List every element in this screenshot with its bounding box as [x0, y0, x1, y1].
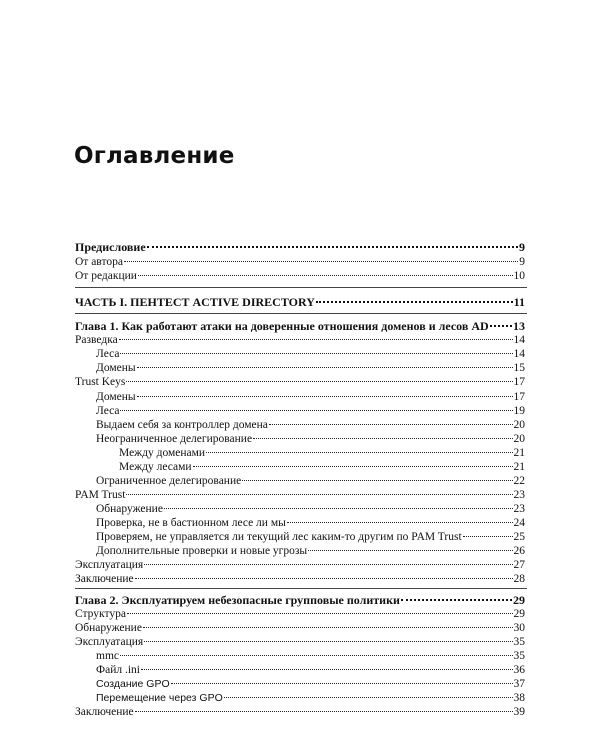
toc-entry-pam-managed-check[interactable]	[96, 530, 525, 544]
toc-entry-page: 36	[513, 664, 525, 676]
toc-entry-label: Обнаружение	[96, 503, 163, 515]
toc-entry-page: 25	[513, 531, 525, 543]
dot-leader	[463, 536, 513, 537]
toc-entry-gpo-creation[interactable]	[96, 677, 525, 691]
toc-entry-discovery[interactable]	[75, 621, 525, 635]
toc-entry-label: Между доменами	[119, 447, 206, 459]
toc-entry-mmc[interactable]	[96, 649, 525, 663]
toc-entry-label: Заключение	[75, 573, 134, 585]
toc-entry-constrained-delegation[interactable]	[96, 474, 525, 488]
toc-entry-between-forests[interactable]	[119, 460, 525, 474]
toc-entry-conclusion[interactable]	[75, 572, 525, 586]
toc-entry-page: 35	[513, 650, 525, 662]
toc-entry-page: 17	[513, 376, 525, 388]
dot-leader	[141, 669, 513, 670]
toc-entry-label: Эксплуатация	[75, 559, 144, 571]
toc-entry-ini-file[interactable]	[96, 663, 525, 677]
toc-entry-from-editors[interactable]	[75, 269, 525, 283]
dot-leader	[147, 246, 518, 248]
toc-entry-label: Разведка	[75, 334, 118, 346]
toc-entry-label: Домены	[96, 362, 136, 374]
toc-entry-label: mmc	[96, 650, 119, 662]
toc-entry-label: Леса	[96, 348, 120, 360]
dot-leader	[144, 564, 512, 565]
dot-leader	[138, 275, 513, 276]
toc-entry-exploitation[interactable]	[75, 558, 525, 572]
toc-entry-chapter-2[interactable]	[75, 593, 525, 607]
dot-leader	[206, 452, 512, 453]
toc-entry-label: Ограниченное делегирование	[96, 475, 242, 487]
page-title: Оглавление	[74, 143, 235, 169]
toc-entry-preface[interactable]	[75, 240, 525, 254]
toc-entry-page: 21	[513, 447, 525, 459]
toc-entry-label: Структура	[75, 608, 126, 620]
toc-entry-label: Домены	[96, 391, 136, 403]
toc-entry-page: 19	[513, 405, 525, 417]
toc-entry-label: Выдаем себя за контроллер домена	[96, 419, 268, 431]
section-divider	[75, 287, 527, 288]
toc-entry-page: 38	[513, 692, 525, 704]
toc-entry-label: Предисловие	[75, 240, 146, 254]
dot-leader	[308, 550, 512, 551]
toc-entry-page: 9	[519, 256, 525, 268]
toc-entry-from-author[interactable]	[75, 255, 525, 269]
dot-leader	[253, 438, 512, 439]
toc-entry-page: 10	[513, 270, 525, 282]
toc-entry-label: Эксплуатация	[75, 636, 144, 648]
toc-entry-page: 15	[513, 362, 525, 374]
dot-leader	[193, 466, 513, 467]
toc-entry-page: 27	[513, 559, 525, 571]
toc-entry-label: Неограниченное делегирование	[96, 433, 253, 445]
dot-leader	[135, 711, 513, 712]
toc-entry-pam-trust[interactable]	[75, 488, 525, 502]
toc-entry-unconstrained-delegation[interactable]	[96, 432, 525, 446]
toc-entry-label: Перемещение через GPO	[96, 692, 223, 704]
dot-leader	[127, 613, 513, 614]
toc-entry-page: 29	[513, 593, 525, 607]
toc-entry-label: Trust Keys	[75, 376, 126, 388]
dot-leader	[137, 367, 513, 368]
dot-leader	[171, 683, 513, 684]
toc-entry-label: От редакции	[75, 270, 137, 282]
toc-entry-label: Обнаружение	[75, 622, 142, 634]
toc-entry-page: 28	[513, 573, 525, 585]
toc-entry-page: 23	[513, 503, 525, 515]
dot-leader	[120, 655, 513, 656]
toc-entry-label: Проверяем, не управляется ли текущий лес каким-то другим по PAM Trust	[96, 531, 462, 543]
toc-entry-page: 11	[513, 295, 525, 309]
toc-entry-structure[interactable]	[75, 607, 525, 621]
dot-leader	[490, 325, 512, 327]
toc-entry-label: Глава 2. Эксплуатируем небезопасные групповые политики	[75, 593, 400, 607]
toc-entry-label: Дополнительные проверки и новые угрозы	[96, 545, 308, 557]
toc-entry-gpo-movement[interactable]	[96, 691, 525, 705]
toc-entry-discovery[interactable]	[96, 502, 525, 516]
toc-entry-label: Проверка, не в бастионном лесе ли мы	[96, 517, 286, 529]
dot-leader	[120, 410, 512, 411]
toc-entry-recon[interactable]	[75, 333, 525, 347]
toc-entry-page: 13	[513, 319, 525, 333]
dot-leader	[120, 353, 512, 354]
section-divider	[75, 588, 527, 589]
dot-leader	[287, 522, 513, 523]
dot-leader	[144, 641, 512, 642]
toc-entry-page: 24	[513, 517, 525, 529]
toc-entry-domains[interactable]	[96, 361, 525, 375]
dot-leader	[124, 261, 518, 262]
dot-leader	[164, 508, 513, 509]
dot-leader	[126, 381, 512, 382]
toc-entry-forests[interactable]	[96, 347, 525, 361]
dot-leader	[401, 599, 512, 601]
toc-entry-label: PAM Trust	[75, 489, 126, 501]
toc-entry-page: 22	[513, 475, 525, 487]
toc-entry-label: ЧАСТЬ I. ПЕНТЕСТ ACTIVE DIRECTORY	[75, 295, 315, 309]
section-divider	[75, 313, 527, 314]
toc-entry-label: Заключение	[75, 706, 134, 718]
dot-leader	[224, 697, 513, 698]
dot-leader	[137, 396, 513, 397]
toc-entry-forests[interactable]	[96, 404, 525, 418]
toc-entry-page: 21	[513, 461, 525, 473]
toc-entry-page: 20	[513, 419, 525, 431]
dot-leader	[269, 424, 513, 425]
dot-leader	[242, 480, 512, 481]
toc-entry-label: Создание GPO	[96, 678, 170, 690]
toc-entry-additional-checks[interactable]	[96, 544, 525, 558]
dot-leader	[135, 578, 513, 579]
dot-leader	[143, 627, 513, 628]
toc-entry-trust-keys[interactable]	[75, 375, 525, 389]
toc-entry-page: 17	[513, 391, 525, 403]
toc-entry-page: 14	[513, 348, 525, 360]
toc-entry-between-domains[interactable]	[119, 446, 525, 460]
dot-leader	[316, 301, 513, 303]
toc-entry-page: 14	[513, 334, 525, 346]
toc-entry-part-1[interactable]	[75, 295, 525, 309]
toc-entry-page: 26	[513, 545, 525, 557]
toc-entry-label: Леса	[96, 405, 120, 417]
toc-entry-page: 35	[513, 636, 525, 648]
toc-entry-page: 23	[513, 489, 525, 501]
toc-entry-label: От автора	[75, 256, 123, 268]
toc-entry-domains[interactable]	[96, 390, 525, 404]
toc-entry-label: Файл .ini	[96, 664, 140, 676]
toc-entry-exploitation[interactable]	[75, 635, 525, 649]
dot-leader	[126, 494, 512, 495]
toc-entry-impersonate-dc[interactable]	[96, 418, 525, 432]
toc-entry-page: 37	[513, 678, 525, 690]
toc-entry-page: 29	[513, 608, 525, 620]
toc-entry-bastion-forest-check[interactable]	[96, 516, 525, 530]
toc-entry-label: Глава 1. Как работают атаки на доверенные отношения доменов и лесов AD	[75, 319, 489, 333]
dot-leader	[119, 339, 513, 340]
toc-entry-conclusion[interactable]	[75, 705, 525, 719]
toc-entry-chapter-1[interactable]	[75, 319, 525, 333]
toc-entry-page: 39	[513, 706, 525, 718]
toc-entry-page: 20	[513, 433, 525, 445]
toc-entry-page: 30	[513, 622, 525, 634]
toc-entry-page: 9	[519, 240, 525, 254]
toc-entry-label: Между лесами	[119, 461, 192, 473]
